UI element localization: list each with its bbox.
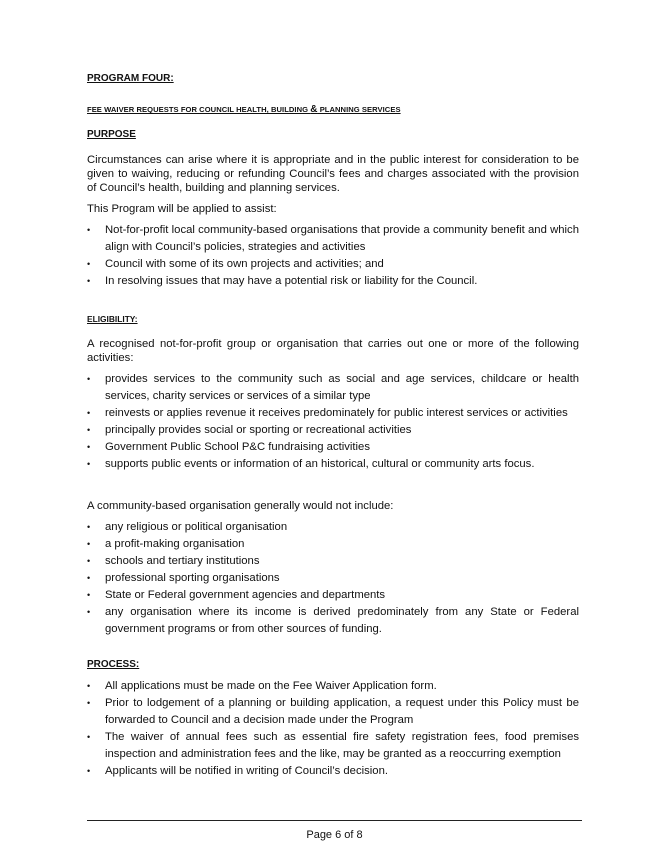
list-item: • Applicants will be notified in writing of Council’s decision. <box>87 763 579 780</box>
list-item: • Council with some of its own projects and activities; and <box>87 256 579 273</box>
list-item: • Government Public School P&C fundraising activities <box>87 439 579 456</box>
list-item: • provides services to the community such as social and age services, childcare or health services, charity services or services of a similar type <box>87 371 579 405</box>
list-item: • schools and tertiary institutions <box>87 553 579 570</box>
exclude-list <box>87 519 579 638</box>
eligibility-intro: A recognised not-for-profit group or organisation that carries out one or more of the following activities: <box>87 338 579 364</box>
list-item: • Prior to lodgement of a planning or building application, a request under this Policy must be forwarded to Council and a decision made under the Program <box>87 695 579 729</box>
process-heading: PROCESS: <box>87 659 140 670</box>
eligibility-list <box>87 371 579 473</box>
purpose-intro: Circumstances can arise where it is appropriate and in the public interest for consideration to be given to waiving, reducing or refunding Council’s fees and charges associated with the provision of Council’s health, building and planning services. <box>87 154 579 194</box>
purpose-assist: This Program will be applied to assist: <box>87 203 277 215</box>
list-item: • professional sporting organisations <box>87 570 579 587</box>
fee-waiver-heading-amp: & <box>310 104 318 115</box>
list-item: • In resolving issues that may have a potential risk or liability for the Council. <box>87 273 579 290</box>
purpose-list <box>87 222 579 290</box>
program-heading: PROGRAM FOUR: <box>87 73 174 84</box>
eligibility-heading: ELIGIBILITY: <box>87 314 138 324</box>
list-item: • any religious or political organisation <box>87 519 579 536</box>
list-item: • any organisation where its income is derived predominately from any State or Federal government programs or from other sources of funding. <box>87 604 579 638</box>
list-item: • State or Federal government agencies and departments <box>87 587 579 604</box>
list-item: • Not-for-profit local community-based organisations that provide a community benefit and which align with Council’s policies, strategies and activities <box>87 222 579 256</box>
list-item: • supports public events or information of an historical, cultural or community arts focus. <box>87 456 579 473</box>
fee-waiver-heading-post: PLANNING SERVICES <box>317 105 401 114</box>
fee-waiver-heading-pre: FEE WAIVER REQUESTS FOR COUNCIL HEALTH, BUILDING <box>87 105 311 114</box>
exclude-intro: A community-based organisation generally would not include: <box>87 500 394 512</box>
document-body <box>87 60 579 780</box>
purpose-heading: PURPOSE <box>87 129 136 140</box>
process-list <box>87 678 579 780</box>
list-item: • All applications must be made on the Fee Waiver Application form. <box>87 678 579 695</box>
page-number: Page 6 of 8 <box>306 829 363 841</box>
footer-divider <box>87 820 582 821</box>
list-item: • reinvests or applies revenue it receives predominately for public interest services or activities <box>87 405 579 422</box>
list-item: • principally provides social or sporting or recreational activities <box>87 422 579 439</box>
list-item: • The waiver of annual fees such as essential fire safety registration fees, food premises inspection and administration fees and the like, may be granted as a reoccurring exemption <box>87 729 579 763</box>
list-item: • a profit-making organisation <box>87 536 579 553</box>
fee-waiver-heading <box>87 103 579 117</box>
